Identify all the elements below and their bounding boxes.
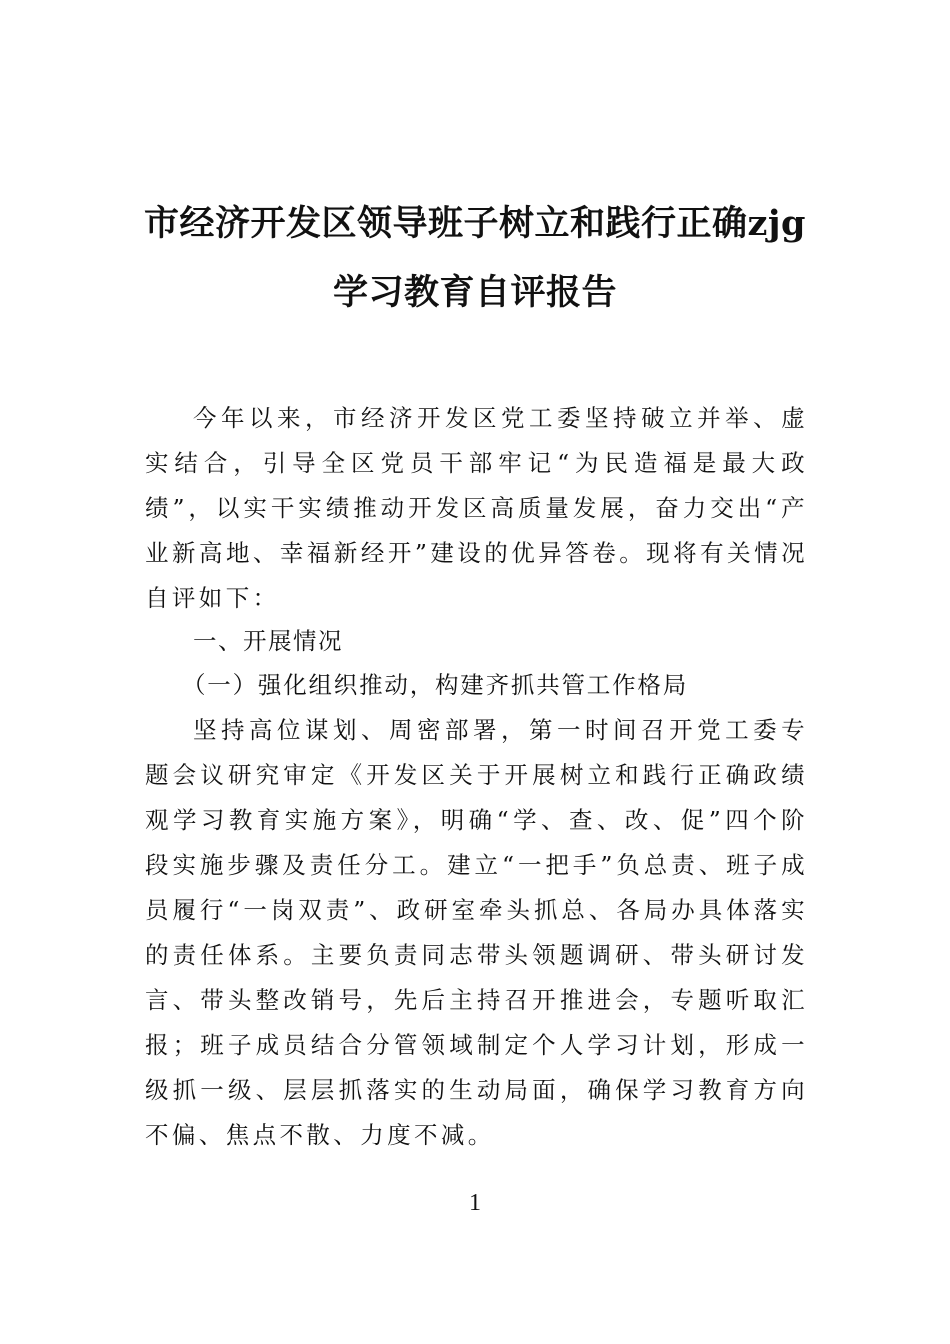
document-title-line-1: 市经济开发区领导班子树立和践行正确zjg: [143, 203, 806, 244]
body-paragraph: 坚持高位谋划、周密部署，第一时间召开党工委专题会议研究审定《开发区关于开展树立和践行正确政绩观学习教育实施方案》，明确“学、查、改、促”四个阶段实施步骤及责任分工。建立“一把手”负总责、班子成员履行“一岗双责”、政研室牵头抓总、各局办具体落实的责任体系。主要负责同志带头领题调研、带头研讨发言、带头整改销号，先后主持召开推进会，专题听取汇报；班子成员结合分管领域制定个人学习计划，形成一级抓一级、层层抓落实的生动局面，确保学习教育方向不偏、焦点不散、力度不减。: [145, 716, 808, 1149]
section-heading: 一、开展情况: [193, 627, 343, 655]
intro-paragraph: 今年以来，市经济开发区党工委坚持破立并举、虚实结合，引导全区党员干部牢记“为民造福是最大政绩”，以实干实绩推动开发区高质量发展，奋力交出“产业新高地、幸福新经开”建设的优异答卷。现将有关情况自评如下：: [145, 404, 808, 612]
subsection-heading: （一）强化组织推动，构建齐抓共管工作格局: [182, 671, 688, 699]
document-title-line-2: 学习教育自评报告: [332, 272, 617, 313]
page-number: 1: [469, 1190, 481, 1216]
